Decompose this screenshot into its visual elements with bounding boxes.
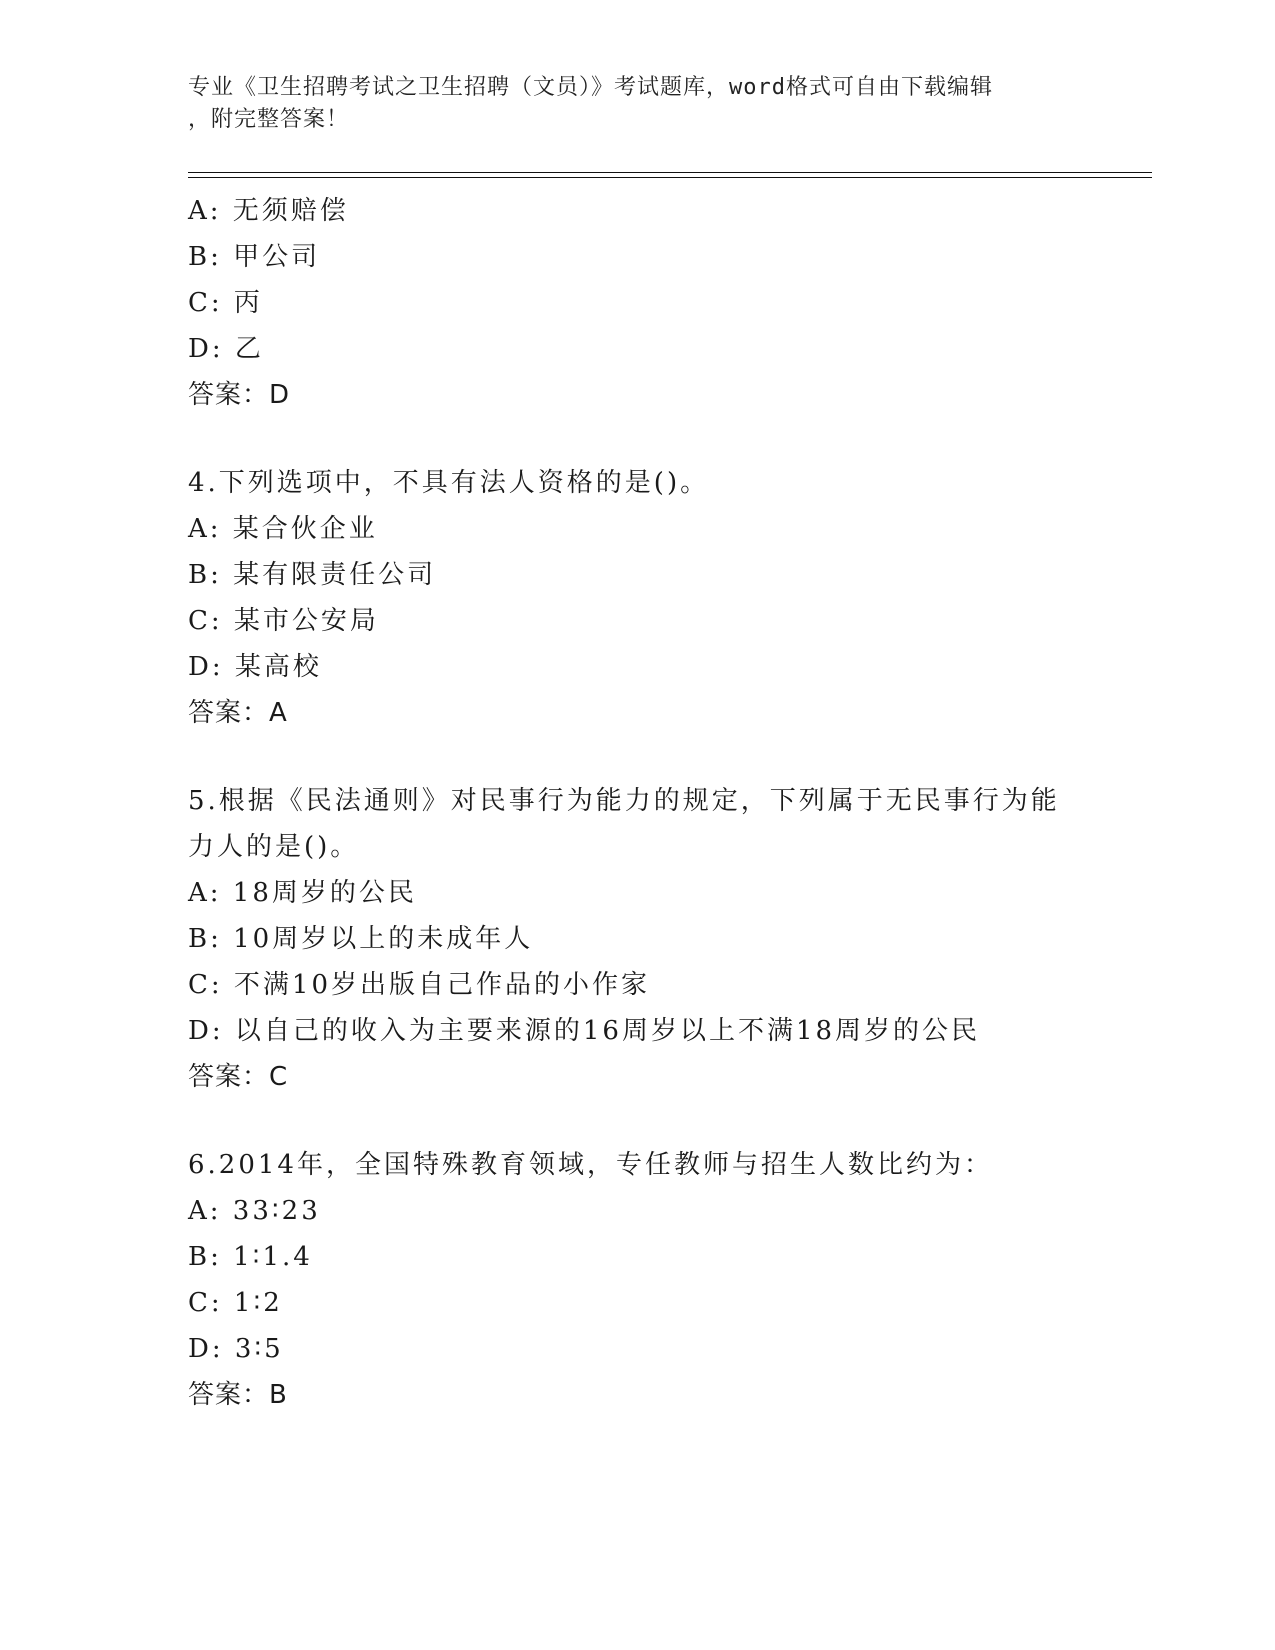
answer-label: 答案：D xyxy=(188,380,291,410)
document-header xyxy=(188,72,1088,136)
option-a: A: 某合伙企业 xyxy=(188,514,378,544)
answer-label: 答案：A xyxy=(188,698,288,728)
option-c: C: 1∶2 xyxy=(188,1288,283,1318)
answer-label: 答案：C xyxy=(188,1062,289,1092)
question-text: 4.下列选项中，不具有法人资格的是()。 xyxy=(188,468,710,498)
question-text: 6.2014年，全国特殊教育领域，专任教师与招生人数比约为： xyxy=(188,1150,993,1180)
question-4 xyxy=(188,460,1148,736)
option-c: C: 丙 xyxy=(188,288,263,318)
question-5 xyxy=(188,778,1148,1100)
header-line-2: ，附完整答案！ xyxy=(188,107,350,132)
question-3 xyxy=(188,188,1148,418)
option-d: D: 乙 xyxy=(188,334,264,364)
option-b: B: 甲公司 xyxy=(188,242,321,272)
option-c: C: 某市公安局 xyxy=(188,606,379,636)
option-a: A: 33∶23 xyxy=(188,1196,321,1226)
option-d: D: 3∶5 xyxy=(188,1334,284,1364)
header-rule-bottom xyxy=(188,177,1152,178)
option-c: C: 不满10岁出版自己作品的小作家 xyxy=(188,970,651,1000)
option-a: A: 无须赔偿 xyxy=(188,196,349,226)
option-d: D: 某高校 xyxy=(188,652,322,682)
question-6 xyxy=(188,1142,1148,1418)
header-line-1: 专业《卫生招聘考试之卫生招聘（文员）》考试题库，word格式可自由下载编辑 xyxy=(188,75,993,100)
option-b: B: 1∶1.4 xyxy=(188,1242,313,1272)
header-rule-top xyxy=(188,172,1152,173)
option-d: D: 以自己的收入为主要来源的16周岁以上不满18周岁的公民 xyxy=(188,1016,981,1046)
question-text-line-2: 力人的是()。 xyxy=(188,832,360,862)
option-b: B: 10周岁以上的未成年人 xyxy=(188,924,534,954)
answer-label: 答案：B xyxy=(188,1380,288,1410)
option-b: B: 某有限责任公司 xyxy=(188,560,437,590)
question-list xyxy=(188,188,1148,1418)
question-text-line-1: 5.根据《民法通则》对民事行为能力的规定，下列属于无民事行为能 xyxy=(188,786,1060,816)
option-a: A: 18周岁的公民 xyxy=(188,878,417,908)
